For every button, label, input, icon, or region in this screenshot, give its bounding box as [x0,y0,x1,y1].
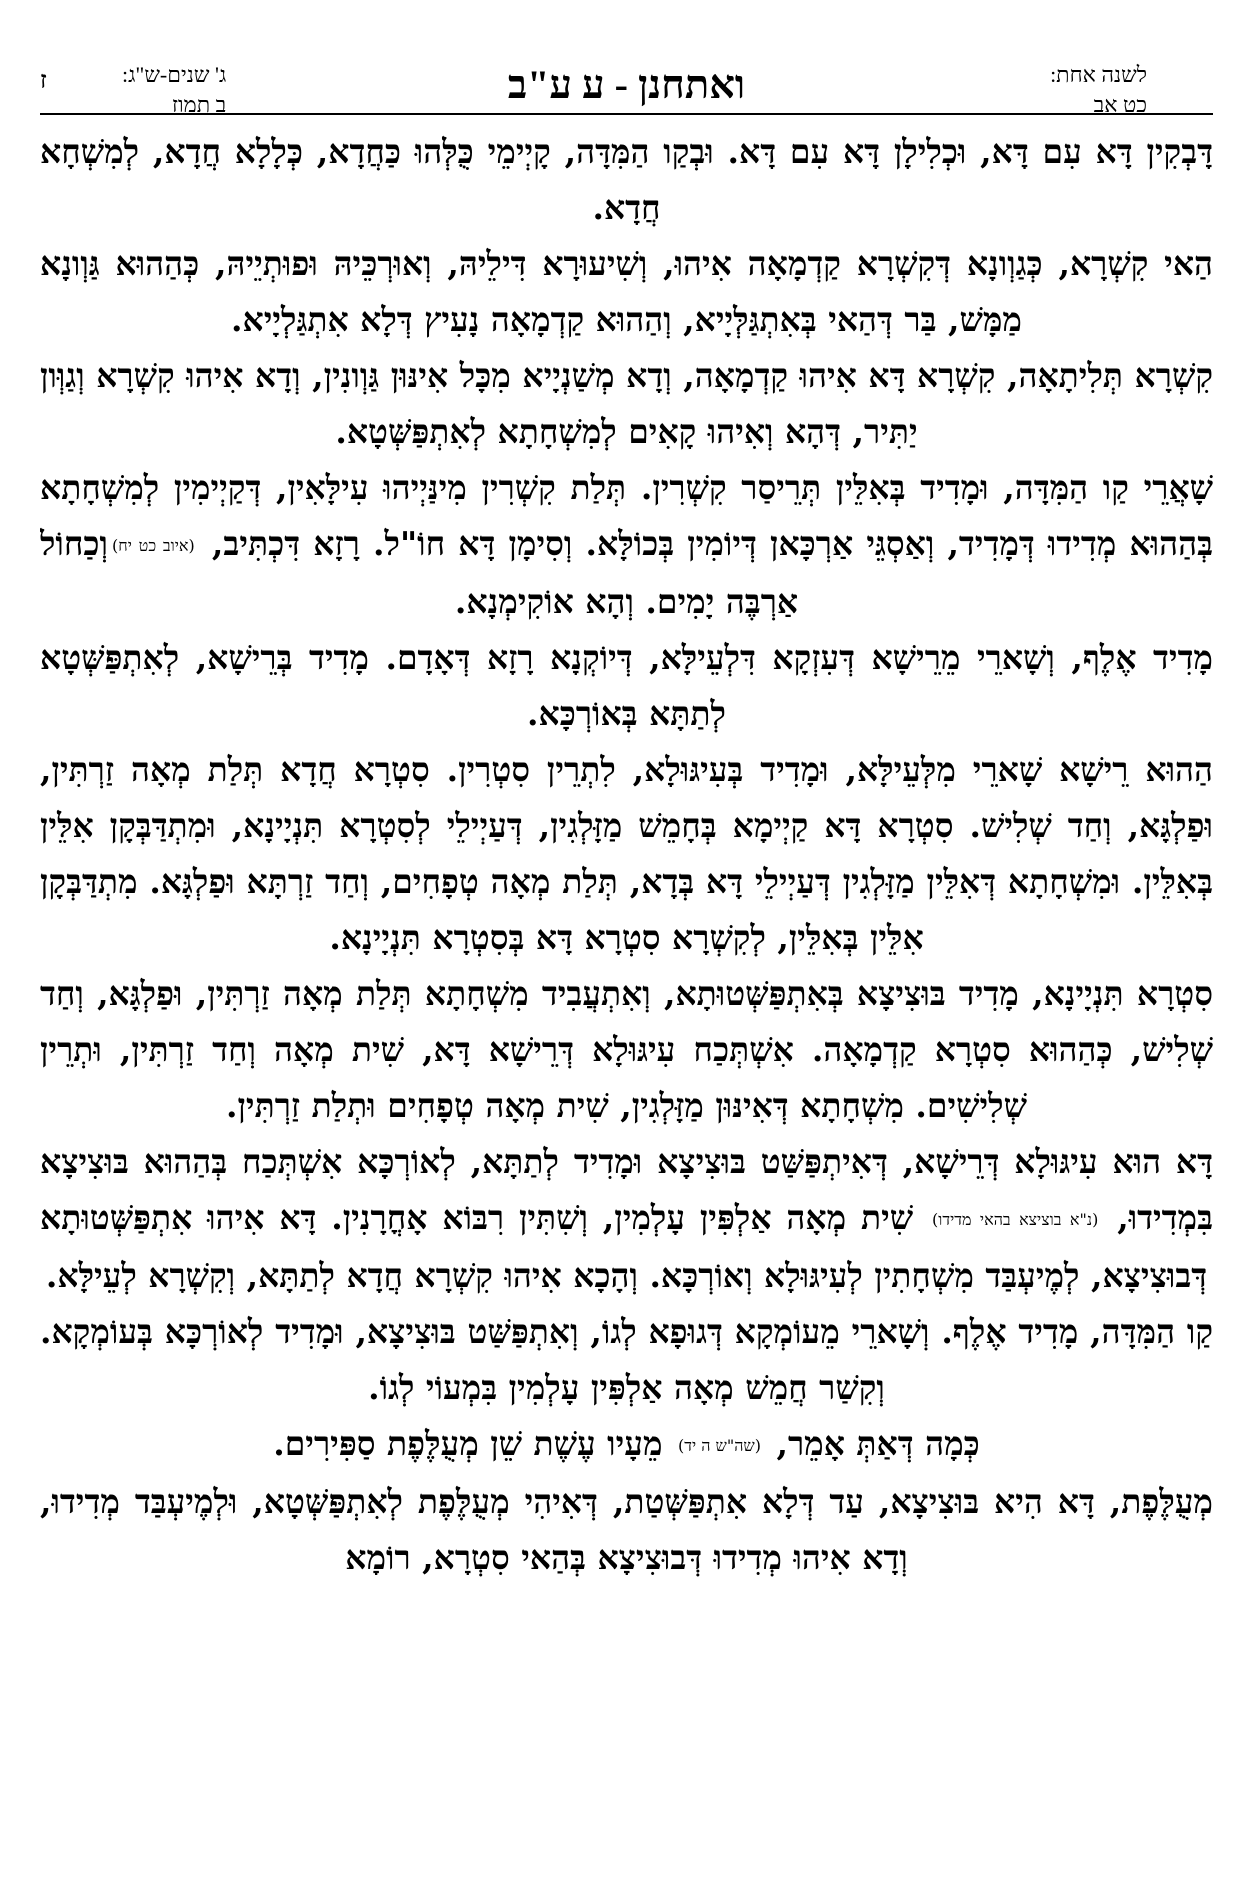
paragraph: קַו הַמִּדָּה, מָדִיד אֶלֶף. וְשָׁארֵי מֵעוֹמְקָא דְּגוּפָא לְגוֹ, וְאִתְפַּשַּׁט בּוּצִיצָא, וּמָדִיד לְאוֹרְכָּא בְּעוֹמְקָא. וְקִשַׁר חֲמֵשׁ מְאָה אַלְפִּין עָלְמִין בִּמְעוֹי לְגוֹ. [40,1312,1213,1407]
main-text [40,124,1213,1852]
header-three-year-label: ג' שנים-ש"ג: [122,62,227,87]
paragraph: שָׁאֲרֵי קַו הַמִּדָּה, וּמָדִיד בְּאִלֵּין תְּרֵיסַר קִשְׁרִין. תְּלַת קִשְׁרִין מִינַּיְיהוּ עִילָּאִין, דְּקַיְימִין לְמִשְׁחָתָא בְּהַהוּא מְדִידוּ דְּמָדִיד, וְאַסְגֵּי אַרְכָּאן דְּיוֹמִין בְּכוֹלָּא. וְסִימָן דָּא חוֹ"ל. רָזָא דִּכְתִּיב, (איוב כט יח)וְכַחוֹל אַרְבֶּה יָמִים. וְהָא אוֹקִימְנָא. [40,468,1213,621]
paragraph: מָדִיד אֶלֶף, וְשָׁארֵי מֵרֵישָׁא דְּעִזְקָא דִּלְעֵילָּא, דְּיוֹקְנָא רָזָא דְּאָדָם. מָדִיד בְּרֵישָׁא, לְאִתְפַּשְּׁטָא לְתַתָּא בְּאוֹרְכָּא. [40,638,1213,733]
paragraph: הַהוּא רֵישָׁא שָׁארֵי מִלְּעֵילָּא, וּמָדִיד בְּעִיגּוּלָא, לִתְרֵין סִטְרִין. סִטְרָא חֲדָא תְּלַת מְאָה זַרְתִּין, וּפַלְגָּא, וְחַד שְׁלִישׁ. סִטְרָא דָּא קַיְימָא בְּחָמֵשׁ מַזָּלְגִין, דְּעַיְילֵי לְסִטְרָא תִּנְיָינָא, וּמִתְדַּבְּקָן אִלֵּין בְּאִלֵּין. וּמִשְׁחָתָא דְּאִלֵּין מַזָּלְגִין דְּעַיְילֵי דָּא בְּדָא, תְּלַת מְאָה טְפָחִים, וְחַד זַרְתָּא וּפַלְגָּא. מִתְדַּבְּקָן אִלֵּין בְּאִלֵּין, לְקִשְׁרָא סִטְרָא דָּא בְּסִטְרָא תִּנְיָינָא. [40,750,1213,957]
citation: (איוב כט יח) [111,536,195,555]
paragraph: דָּא הוּא עִיגּוּלָא דְּרֵישָׁא, דְּאִיתְפַּשַּׁט בּוּצִיצָא וּמָדִיד לְתַתָּא, לְאוֹרְכָּא אִשְׁתְּכַח בְּהַהוּא בּוּצִיצָא בִּמְדִידוּ, (נ"א בוציצא בהאי מדידו) שִׁית מְאָה אַלְפִּין עָלְמִין, וְשִׁתִּין רִבּוֹא אָחֳרָנִין. דָּא אִיהוּ אִתְפַּשְּׁטוּתָא דְּבוּצִיצָא, לְמֶיעְבַּד מִשְׁחָתִין לְעִיגּוּלָא וְאוֹרְכָּא. וְהָכָא אִיהוּ קִשְׁרָא חֲדָא לְתַתָּא, וְקִשְׁרָא לְעֵילָּא. [40,1142,1213,1295]
header-divider [40,113,1213,115]
paragraph: הַאי קִשְׁרָא, כְּגַוְונָא דְּקִשְׁרָא קַדְמָאָה אִיהוּ, וְשִׁיעוּרָא דִּילֵיהּ, וְאוּרְכֵּיהּ וּפוּתְיֵיהּ, כְּהַהוּא גַּוְונָא מַמָּשׁ, בַּר דְּהַאי בְּאִתְגַּלְּיָיא, וְהַהוּא קַדְמָאָה נָעִיץ דְּלָא אִתְגַּלְיָיא. [40,244,1213,339]
header-three-year-date: ב תמוז [171,92,227,117]
header-three-year-schedule [122,60,226,120]
page-number: ז [40,68,47,94]
paragraph: קִשְׁרָא תְּלִיתָאָה, קִשְׁרָא דָּא אִיהוּ קַדְמָאָה, וְדָא מְשַׁנְיָיא מִכָּל אִינּוּן גַּוְונִין, וְדָא אִיהוּ קִשְׁרָא וְגַוְּון יַתִּיר, דְּהָא וְאִיהוּ קָאִים לְמִשְׁחָתָא לְאִתְפַּשְּׁטָא. [40,356,1213,451]
citation: (שה"ש ה יד) [678,1436,761,1455]
page-title: ואתחנן - ע ע"ב [507,62,746,107]
citation: (נ"א בוציצא בהאי מדידו) [932,1210,1099,1229]
paragraph: כְּמָה דְּאַתְּ אָמֵר, (שה"ש ה יד) מֵעָיו עֶשֶׁת שֵׁן מְעֻלֶּפֶת סַפִּירִים. [273,1424,980,1463]
paragraph: סִטְרָא תִּנְיָינָא, מָדִיד בּוּצִיצָא בְּאִתְפַּשְּׁטוּתָא, וְאִתְעֲבִיד מִשְׁחָתָא תְּלַת מְאָה זַרְתִּין, וּפַלְגָּא, וְחַד שְׁלִישׁ, כְּהַהוּא סִטְרָא קַדְמָאָה. אִשְׁתְּכַח עִיגּוּלָא דְּרֵישָׁא דָּא, שִׁית מְאָה וְחַד זַרְתִּין, וּתְרֵין שְׁלִישִׁים. מִשְׁחָתָא דְּאִינּוּן מַזָּלְגִין, שִׁית מְאָה טְפָחִים וּתְלַת זַרְתִּין. [40,974,1213,1125]
header-one-year-label: לשנה אחת: [1050,62,1147,87]
paragraph: דָּבְקִין דָּא עִם דָּא, וּכְלִילָן דָּא עִם דָּא. וּבְקַו הַמִּדָּה, קָיְימֵי כֻּלְּהוּ כַּחֲדָא, כְּלָלָא חֲדָא, לְמִשְׁחָא חֲדָא. [40,132,1213,227]
paragraph: מְעֻלֶּפֶת, דָּא הִיא בּוּצִיצָא, עַד דְּלָא אִתְפַּשְּׁטַת, דְּאִיהִי מְעֻלֶּפֶת לְאִתְפַּשְּׁטָא, וּלְמֶיעְבַּד מְדִידוּ, וְדָא אִיהוּ מְדִידוּ דְּבוּצִיצָא בְּהַאי סִטְרָא, רוֹמָא [40,1482,1213,1577]
header-one-year-date: כט אב [1093,92,1147,117]
